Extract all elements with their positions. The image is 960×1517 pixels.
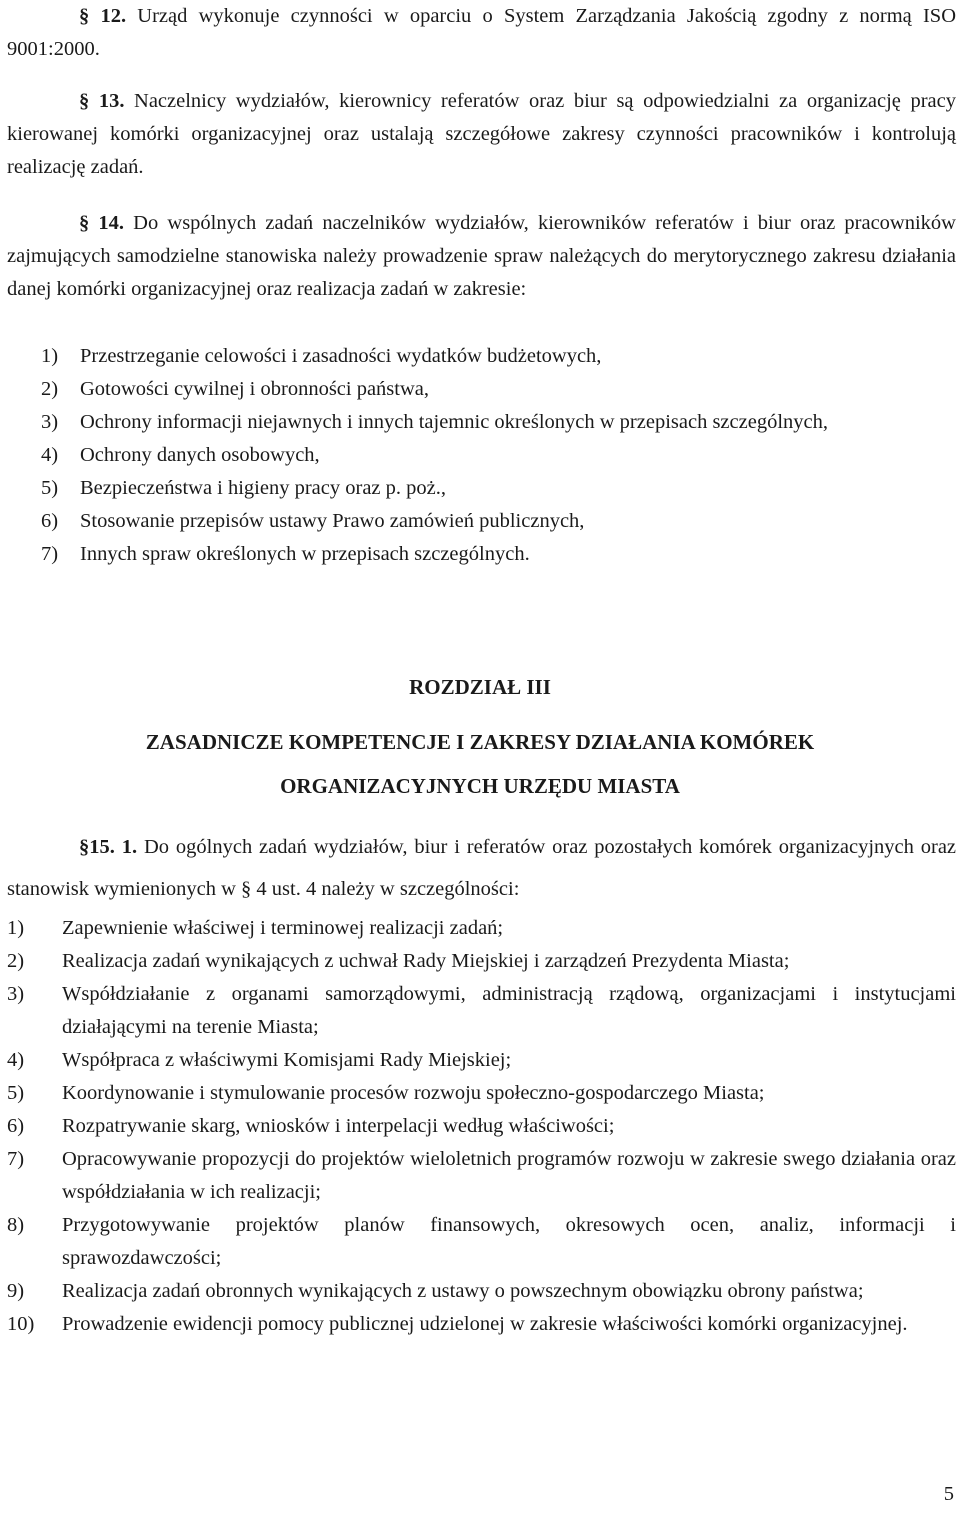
section-15-text: Do ogólnych zadań wydziałów, biur i referatów oraz pozostałych komórek organizacyjnych oraz stanowisk wymienionych w § 4 ust. 4 należy w szczególności: [7, 836, 957, 900]
list-item-text: Gotowości cywilnej i obronności państwa, [80, 378, 430, 400]
list-item-number: 5) [41, 477, 59, 499]
list-item-text: Rozpatrywanie skarg, wniosków i interpelacji według właściwości; [62, 1115, 615, 1137]
list-item-text: Prowadzenie ewidencji pomocy publicznej udzielonej w zakresie właściwości komórki organizacyjnej. [62, 1313, 908, 1335]
list-item-text: Współpraca z właściwymi Komisjami Rady Miejskiej; [62, 1049, 512, 1071]
chapter-subtitle-line-1: ZASADNICZE KOMPETENCJE I ZAKRESY DZIAŁANIA KOMÓREK [145, 730, 815, 754]
list-item [7, 978, 956, 1044]
list-item-number: 4) [41, 444, 59, 466]
list-item [7, 945, 956, 978]
list-item-number: 10) [7, 1313, 35, 1335]
list-item-number: 3) [7, 983, 25, 1005]
list-item [7, 1143, 956, 1209]
list-item-number: 6) [7, 1115, 25, 1137]
list-item [7, 538, 956, 571]
list-item-text: Realizacja zadań wynikających z uchwał Rady Miejskiej i zarządzeń Prezydenta Miasta; [62, 950, 790, 972]
list-item-number: 2) [7, 950, 25, 972]
chapter-subtitle-line-2: ORGANIZACYJNYCH URZĘDU MIASTA [280, 774, 680, 798]
section-14-paragraph [7, 207, 956, 306]
list-item-text: Realizacja zadań obronnych wynikających z ustawy o powszechnym obowiązku obrony państwa; [62, 1280, 864, 1302]
list-item [7, 1077, 956, 1110]
list-item-text: Przestrzeganie celowości i zasadności wydatków budżetowych, [80, 345, 602, 367]
list-item-text: Innych spraw określonych w przepisach szczególnych. [80, 543, 530, 565]
list-item-text: Współdziałanie z organami samorządowymi, administracją rządową, organizacjami i instytucjami działającymi na terenie Miasta; [62, 983, 956, 1038]
chapter-title: ROZDZIAŁ III [409, 675, 551, 699]
list-item-number: 1) [41, 345, 59, 367]
list-item-number: 4) [7, 1049, 25, 1071]
section-14-list [7, 340, 956, 571]
page-number: 5 [943, 1483, 954, 1505]
section-14-text: Do wspólnych zadań naczelników wydziałów, kierowników referatów i biur oraz pracowników zajmujących samodzielne stanowiska należy prowadzenie spraw należących do merytorycznego zakresu działania danej komórki organizacyjnej oraz realizacja zadań w zakresie: [7, 212, 956, 300]
list-item [7, 505, 956, 538]
list-item-text: Zapewnienie właściwej i terminowej realizacji zadań; [62, 917, 504, 939]
list-item-text: Opracowywanie propozycji do projektów wieloletnich programów rozwoju w zakresie swego działania oraz współdziałania w ich realizacji; [62, 1148, 956, 1203]
list-item-number: 3) [41, 411, 59, 433]
list-item [7, 340, 956, 373]
list-item [7, 912, 956, 945]
list-item-number: 8) [7, 1214, 25, 1236]
list-item-number: 7) [7, 1148, 25, 1170]
list-item-text: Przygotowywanie projektów planów finansowych, okresowych ocen, analiz, informacji i sprawozdawczości; [62, 1214, 956, 1269]
list-item [7, 1308, 956, 1341]
list-item-number: 7) [41, 543, 59, 565]
section-12-number: § 12. [79, 5, 127, 27]
list-item-number: 9) [7, 1280, 25, 1302]
list-item-text: Stosowanie przepisów ustawy Prawo zamówień publicznych, [80, 510, 585, 532]
list-item [7, 439, 956, 472]
list-item-number: 1) [7, 917, 25, 939]
section-12-paragraph [7, 0, 956, 66]
list-item [7, 1275, 956, 1308]
section-13-text: Naczelnicy wydziałów, kierownicy referatów oraz biur są odpowiedzialni za organizację pracy kierowanej komórki organizacyjnej oraz ustalają szczegółowe zakresy czynności pracowników i kontrolują realizację zadań. [7, 90, 957, 178]
list-item [7, 373, 956, 406]
section-13-paragraph [7, 85, 956, 184]
section-15-number: §15. 1. [79, 836, 138, 858]
section-15-paragraph [7, 826, 956, 910]
list-item [7, 472, 956, 505]
section-14-number: § 14. [79, 212, 125, 234]
section-15-list [7, 912, 956, 1341]
list-item-number: 5) [7, 1082, 25, 1104]
list-item-text: Ochrony danych osobowych, [80, 444, 320, 466]
list-item-text: Ochrony informacji niejawnych i innych tajemnic określonych w przepisach szczególnych, [80, 411, 828, 433]
list-item-text: Koordynowanie i stymulowanie procesów rozwoju społeczno-gospodarczego Miasta; [62, 1082, 765, 1104]
section-12-text: Urząd wykonuje czynności w oparciu o System Zarządzania Jakością zgodny z normą ISO 9001:2000. [7, 5, 957, 60]
list-item [7, 406, 956, 439]
list-item-number: 6) [41, 510, 59, 532]
list-item-text: Bezpieczeństwa i higieny pracy oraz p. poż., [80, 477, 446, 499]
list-item-number: 2) [41, 378, 59, 400]
list-item [7, 1110, 956, 1143]
list-item [7, 1209, 956, 1275]
section-13-number: § 13. [79, 90, 125, 112]
list-item [7, 1044, 956, 1077]
